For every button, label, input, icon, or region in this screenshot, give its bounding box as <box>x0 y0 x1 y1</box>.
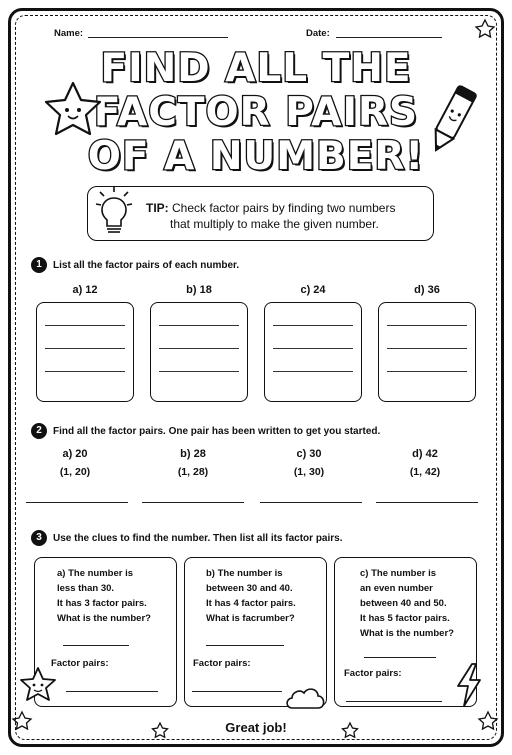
s1-answer-box-a[interactable] <box>36 302 134 402</box>
s2-pair-a: (1, 20) <box>59 466 91 478</box>
cloud-icon <box>284 684 328 712</box>
clue-text-b: b) The number is between 30 and 40. It has 4 factor pairs. What is facrumber? <box>206 568 296 624</box>
clue-text-c: c) The number is an even number between 40 and 50. It has 5 factor pairs. What is the number? <box>360 568 454 639</box>
lightning-icon <box>452 662 486 708</box>
pencil-icon <box>424 80 480 160</box>
s1-label-b: b) 18 <box>186 284 212 296</box>
s1-answer-box-d[interactable] <box>378 302 476 402</box>
tip-label: TIP: <box>146 201 169 215</box>
clue-b-factor-label: Factor pairs: <box>193 658 251 669</box>
s2-answer-line-d[interactable] <box>376 502 478 503</box>
section-1-instruction: List all the factor pairs of each number. <box>53 260 240 271</box>
date-field[interactable] <box>336 37 442 38</box>
s2-pair-d: (1, 42) <box>409 466 441 478</box>
s2-pair-b: (1, 28) <box>177 466 209 478</box>
tip-line-1: Check factor pairs by finding two numbers <box>172 201 396 215</box>
name-field[interactable] <box>88 37 228 38</box>
clue-text-a: a) The number is less than 30. It has 3 factor pairs. What is the number? <box>57 568 151 624</box>
star-mascot-icon <box>42 80 104 142</box>
title-line-1: FIND ALL THE <box>100 46 412 91</box>
s2-label-c: c) 30 <box>296 448 322 460</box>
s2-label-a: a) 20 <box>62 448 88 460</box>
clue-b-number-line[interactable] <box>206 645 284 646</box>
clue-b-factor-line[interactable] <box>192 691 282 692</box>
s2-answer-line-a[interactable] <box>26 502 128 503</box>
small-star-mascot-icon <box>18 666 58 706</box>
tip-line-2: that multiply to make the given number. <box>170 217 379 231</box>
name-label: Name: <box>54 28 84 39</box>
clue-c-number-line[interactable] <box>364 657 436 658</box>
footer-great-job: Great job! <box>225 720 287 735</box>
s2-answer-line-c[interactable] <box>260 502 362 503</box>
title-line-3: OF A NUMBER! <box>87 134 425 179</box>
s2-pair-c: (1, 30) <box>293 466 325 478</box>
title-line-2: FACTOR PAIRS <box>93 90 419 135</box>
s2-answer-line-b[interactable] <box>142 502 244 503</box>
section-3-number: 3 <box>31 530 47 546</box>
section-3-instruction: Use the clues to find the number. Then list all its factor pairs. <box>53 533 343 544</box>
clue-c-factor-line[interactable] <box>346 701 442 702</box>
lightbulb-icon <box>94 184 134 236</box>
section-2-instruction: Find all the factor pairs. One pair has been written to get you started. <box>53 426 381 437</box>
s1-label-d: d) 36 <box>414 284 440 296</box>
section-2-number: 2 <box>31 423 47 439</box>
star-icon <box>476 20 494 37</box>
tip-text <box>146 200 395 232</box>
s2-label-d: d) 42 <box>412 448 438 460</box>
clue-c-factor-label: Factor pairs: <box>344 668 402 679</box>
s1-answer-box-c[interactable] <box>264 302 362 402</box>
clue-a-number-line[interactable] <box>63 645 129 646</box>
clue-a-factor-line[interactable] <box>66 691 158 692</box>
s1-answer-box-b[interactable] <box>150 302 248 402</box>
clue-a-factor-label: Factor pairs: <box>51 658 109 669</box>
s1-label-c: c) 24 <box>300 284 326 296</box>
section-1-number: 1 <box>31 257 47 273</box>
s1-label-a: a) 12 <box>72 284 98 296</box>
date-label: Date: <box>306 28 330 39</box>
s2-label-b: b) 28 <box>180 448 206 460</box>
